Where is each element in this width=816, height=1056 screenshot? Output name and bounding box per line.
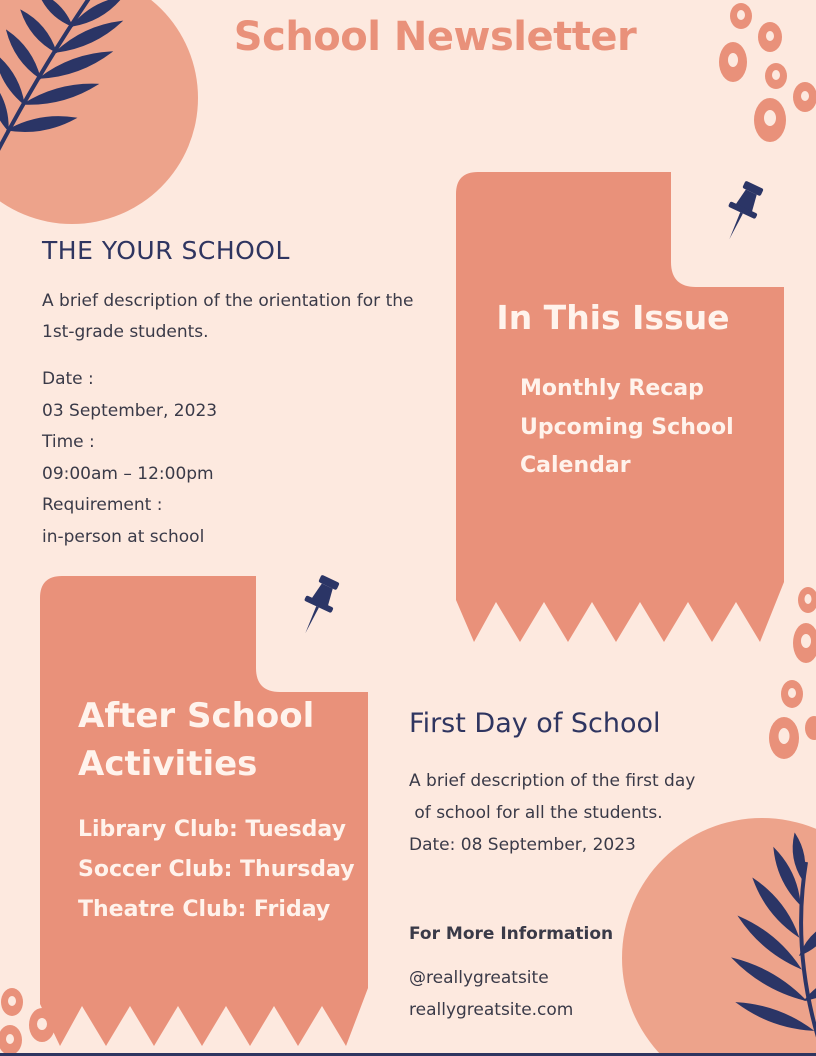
- activities-title: [78, 692, 314, 788]
- date-label: Date :: [42, 369, 94, 389]
- list-item: Monthly Recap: [520, 376, 704, 401]
- date-value: 03 September, 2023: [42, 400, 218, 421]
- requirement-label: Requirement :: [42, 495, 163, 515]
- website-link[interactable]: reallygreatsite.com: [409, 1000, 574, 1020]
- social-handle-link[interactable]: @reallygreatsite: [409, 968, 549, 988]
- in-this-issue-list: [520, 370, 734, 486]
- first-day-description-line: A brief description of the first day: [409, 771, 696, 791]
- first-day-description-line: of school for all the students.: [409, 803, 663, 823]
- in-this-issue-title: In This Issue: [496, 298, 730, 337]
- orientation-description: A brief description of the orientation for the 1st-grade students.: [42, 291, 414, 342]
- time-value: 09:00am – 12:00pm: [42, 463, 214, 484]
- dot-cluster-icon: [769, 587, 816, 759]
- page-title: School Newsletter: [233, 14, 637, 60]
- push-pin-icon: [292, 572, 345, 639]
- list-item: Soccer Club: Thursday: [78, 857, 355, 882]
- first-day-title: First Day of School: [409, 708, 661, 739]
- first-day-description: [409, 765, 749, 861]
- first-day-date: Date: 08 September, 2023: [409, 835, 636, 855]
- contact-list: [409, 962, 573, 1026]
- orientation-details: [42, 364, 217, 553]
- activities-title-line: Activities: [78, 744, 258, 784]
- orientation-heading: THE YOUR SCHOOL: [42, 236, 290, 265]
- time-label: Time :: [42, 432, 95, 452]
- more-info-title: For More Information: [409, 924, 614, 944]
- list-item: Library Club: Tuesday: [78, 817, 346, 842]
- list-item: Calendar: [520, 453, 631, 478]
- list-item: Upcoming School: [520, 414, 734, 440]
- requirement-value: in-person at school: [42, 526, 205, 547]
- activities-title-line: After School: [78, 696, 315, 736]
- list-item: Theatre Club: Friday: [78, 897, 331, 922]
- activities-list: [78, 810, 355, 930]
